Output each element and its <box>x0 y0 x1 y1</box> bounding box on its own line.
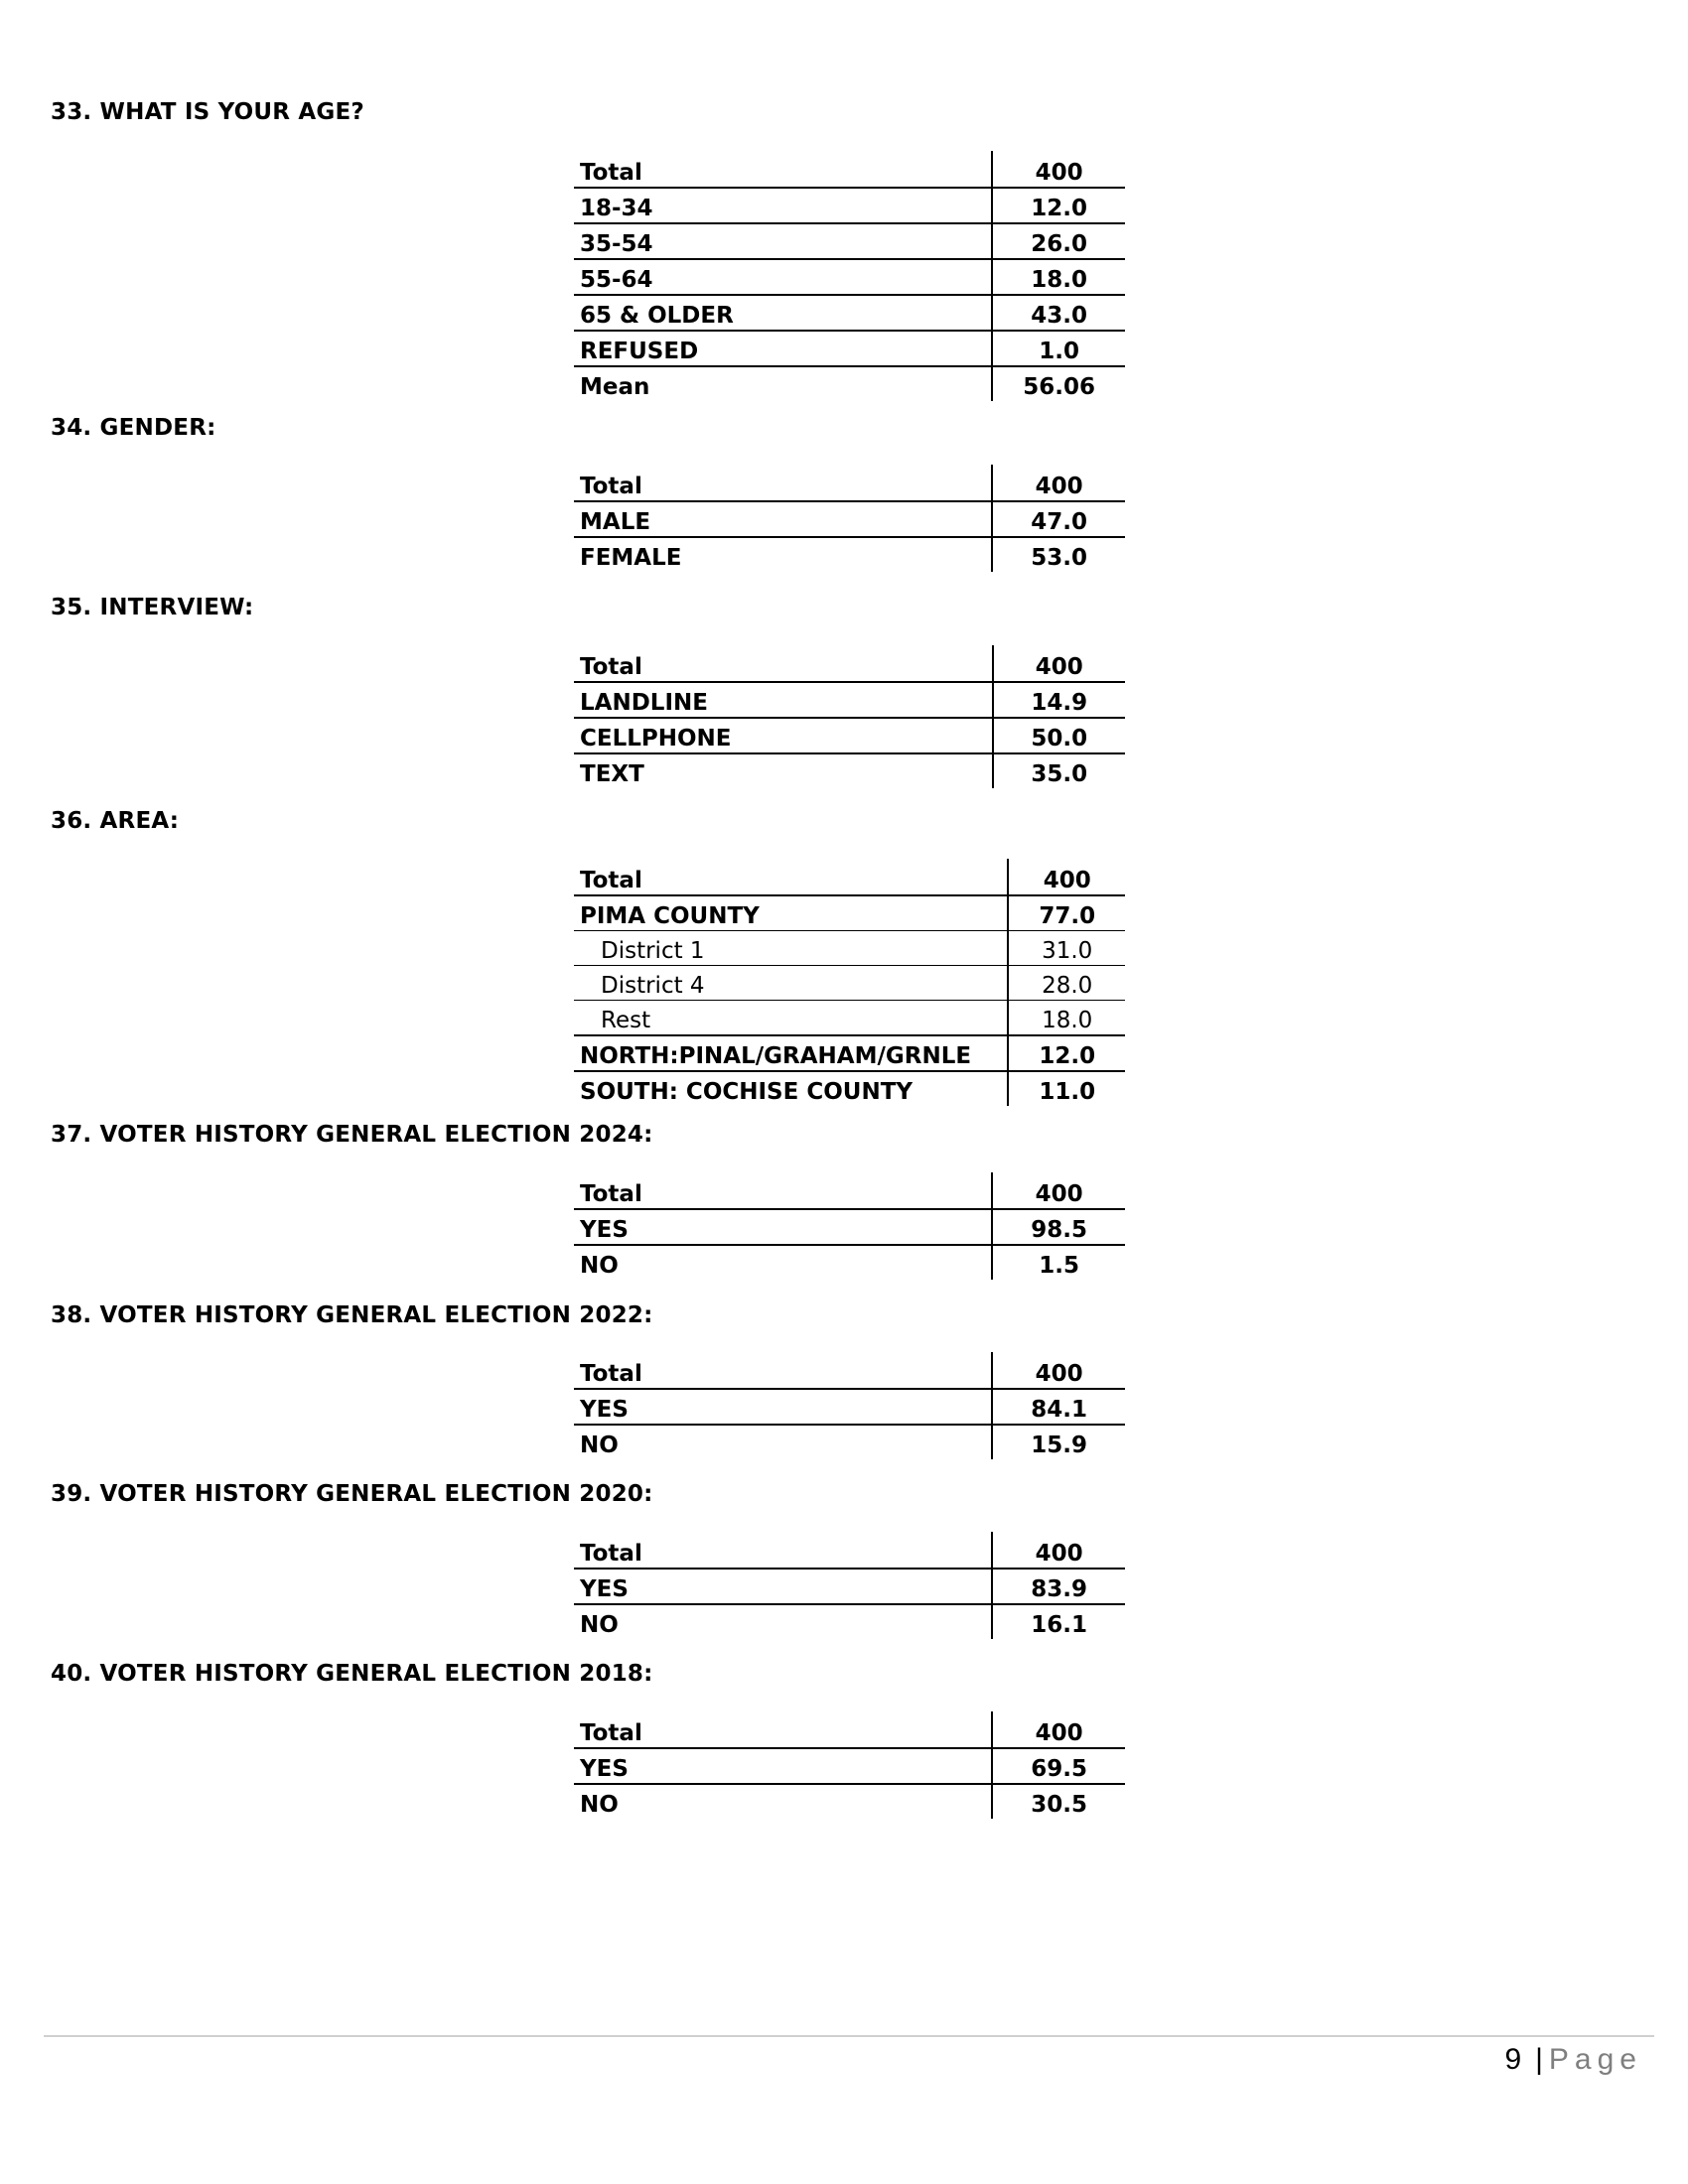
row-label: NO <box>574 1425 992 1459</box>
row-value: 43.0 <box>992 295 1125 331</box>
table-row <box>574 1532 1125 1569</box>
row-label: Total <box>580 1541 642 1567</box>
row-value: 16.1 <box>992 1604 1125 1639</box>
row-value: 400 <box>992 465 1125 501</box>
table-row <box>574 1209 1125 1245</box>
question-39-heading: 39. VOTER HISTORY GENERAL ELECTION 2020: <box>51 1481 653 1507</box>
row-label: Total <box>580 1181 642 1207</box>
table-row <box>574 1352 1125 1389</box>
row-label: 65 & OLDER <box>574 295 992 331</box>
row-label: Rest <box>574 1001 1008 1036</box>
row-label: Total <box>580 160 642 186</box>
table-row <box>574 151 1125 188</box>
row-label: CELLPHONE <box>574 718 993 753</box>
voter-history-2024-table <box>574 1172 1125 1280</box>
gender-table <box>574 465 1125 572</box>
row-value: 12.0 <box>992 188 1125 223</box>
row-label: NO <box>574 1245 992 1280</box>
row-value: 77.0 <box>1008 895 1125 931</box>
row-label: NO <box>574 1604 992 1639</box>
row-label: 55-64 <box>574 259 992 295</box>
row-label: FEMALE <box>574 537 992 572</box>
row-label: REFUSED <box>574 331 992 366</box>
table-row <box>574 188 1125 223</box>
table-row <box>574 501 1125 537</box>
row-value: 400 <box>992 1352 1125 1389</box>
row-label: YES <box>574 1209 992 1245</box>
row-label: YES <box>574 1389 992 1425</box>
row-label: Total <box>580 474 642 499</box>
table-row <box>574 537 1125 572</box>
question-34-heading: 34. GENDER: <box>51 415 216 441</box>
table-row <box>574 931 1125 966</box>
row-value: 14.9 <box>993 682 1125 718</box>
row-label: TEXT <box>574 753 993 788</box>
voter-history-2022-table <box>574 1352 1125 1459</box>
row-label: MALE <box>574 501 992 537</box>
row-label: Total <box>580 1720 642 1746</box>
footer-divider <box>44 2035 1654 2037</box>
row-value: 35.0 <box>993 753 1125 788</box>
row-value: 56.06 <box>992 366 1125 401</box>
row-label: Total <box>580 868 642 893</box>
row-label: 35-54 <box>574 223 992 259</box>
row-label: NO <box>574 1784 992 1819</box>
table-row <box>574 223 1125 259</box>
row-label: LANDLINE <box>574 682 993 718</box>
row-value: 11.0 <box>1008 1071 1125 1106</box>
table-row <box>574 1425 1125 1459</box>
row-label: YES <box>574 1748 992 1784</box>
table-row <box>574 465 1125 501</box>
table-row <box>574 331 1125 366</box>
row-label: NORTH:PINAL/GRAHAM/GRNLE <box>574 1035 1008 1071</box>
row-value: 47.0 <box>992 501 1125 537</box>
page-number: 9 <box>1504 2043 1522 2076</box>
row-value: 12.0 <box>1008 1035 1125 1071</box>
question-37-heading: 37. VOTER HISTORY GENERAL ELECTION 2024: <box>51 1122 653 1148</box>
row-label: Total <box>580 1361 642 1387</box>
table-row <box>574 1035 1125 1071</box>
row-value: 400 <box>992 1532 1125 1569</box>
question-40-heading: 40. VOTER HISTORY GENERAL ELECTION 2018: <box>51 1661 653 1687</box>
row-value: 30.5 <box>992 1784 1125 1819</box>
table-row <box>574 645 1125 682</box>
row-value: 53.0 <box>992 537 1125 572</box>
page-separator: | <box>1535 2043 1543 2076</box>
row-value: 400 <box>992 1711 1125 1748</box>
row-label: District 4 <box>574 966 1008 1001</box>
table-row <box>574 366 1125 401</box>
page-footer <box>1504 2043 1642 2077</box>
row-value: 18.0 <box>992 259 1125 295</box>
question-33-heading: 33. WHAT IS YOUR AGE? <box>51 99 364 125</box>
question-35-heading: 35. INTERVIEW: <box>51 595 254 620</box>
table-row <box>574 718 1125 753</box>
table-row <box>574 682 1125 718</box>
row-value: 400 <box>1008 859 1125 895</box>
row-label: YES <box>574 1569 992 1604</box>
page-word: Page <box>1548 2043 1642 2076</box>
table-row <box>574 753 1125 788</box>
table-row <box>574 1748 1125 1784</box>
row-value: 1.0 <box>992 331 1125 366</box>
row-value: 31.0 <box>1008 931 1125 966</box>
table-row <box>574 1071 1125 1106</box>
row-value: 84.1 <box>992 1389 1125 1425</box>
row-value: 15.9 <box>992 1425 1125 1459</box>
table-row <box>574 1389 1125 1425</box>
row-label: SOUTH: COCHISE COUNTY <box>574 1071 1008 1106</box>
table-row <box>574 1604 1125 1639</box>
table-row <box>574 895 1125 931</box>
row-value: 400 <box>993 645 1125 682</box>
table-row <box>574 1245 1125 1280</box>
row-label: PIMA COUNTY <box>574 895 1008 931</box>
table-row <box>574 1711 1125 1748</box>
row-value: 83.9 <box>992 1569 1125 1604</box>
row-value: 1.5 <box>992 1245 1125 1280</box>
area-table <box>574 859 1125 1106</box>
table-row <box>574 859 1125 895</box>
table-row <box>574 259 1125 295</box>
interview-table <box>574 645 1125 788</box>
question-38-heading: 38. VOTER HISTORY GENERAL ELECTION 2022: <box>51 1302 653 1328</box>
row-value: 69.5 <box>992 1748 1125 1784</box>
table-row <box>574 1001 1125 1036</box>
row-value: 400 <box>992 151 1125 188</box>
row-label: District 1 <box>574 931 1008 966</box>
row-label: Mean <box>574 366 992 401</box>
row-value: 98.5 <box>992 1209 1125 1245</box>
table-row <box>574 966 1125 1001</box>
table-row <box>574 1569 1125 1604</box>
voter-history-2018-table <box>574 1711 1125 1819</box>
row-label: Total <box>580 654 642 680</box>
row-value: 50.0 <box>993 718 1125 753</box>
row-value: 400 <box>992 1172 1125 1209</box>
question-36-heading: 36. AREA: <box>51 808 180 834</box>
table-row <box>574 295 1125 331</box>
table-row <box>574 1172 1125 1209</box>
age-table <box>574 151 1125 401</box>
row-label: 18-34 <box>574 188 992 223</box>
table-row <box>574 1784 1125 1819</box>
voter-history-2020-table <box>574 1532 1125 1639</box>
row-value: 28.0 <box>1008 966 1125 1001</box>
row-value: 18.0 <box>1008 1001 1125 1036</box>
row-value: 26.0 <box>992 223 1125 259</box>
